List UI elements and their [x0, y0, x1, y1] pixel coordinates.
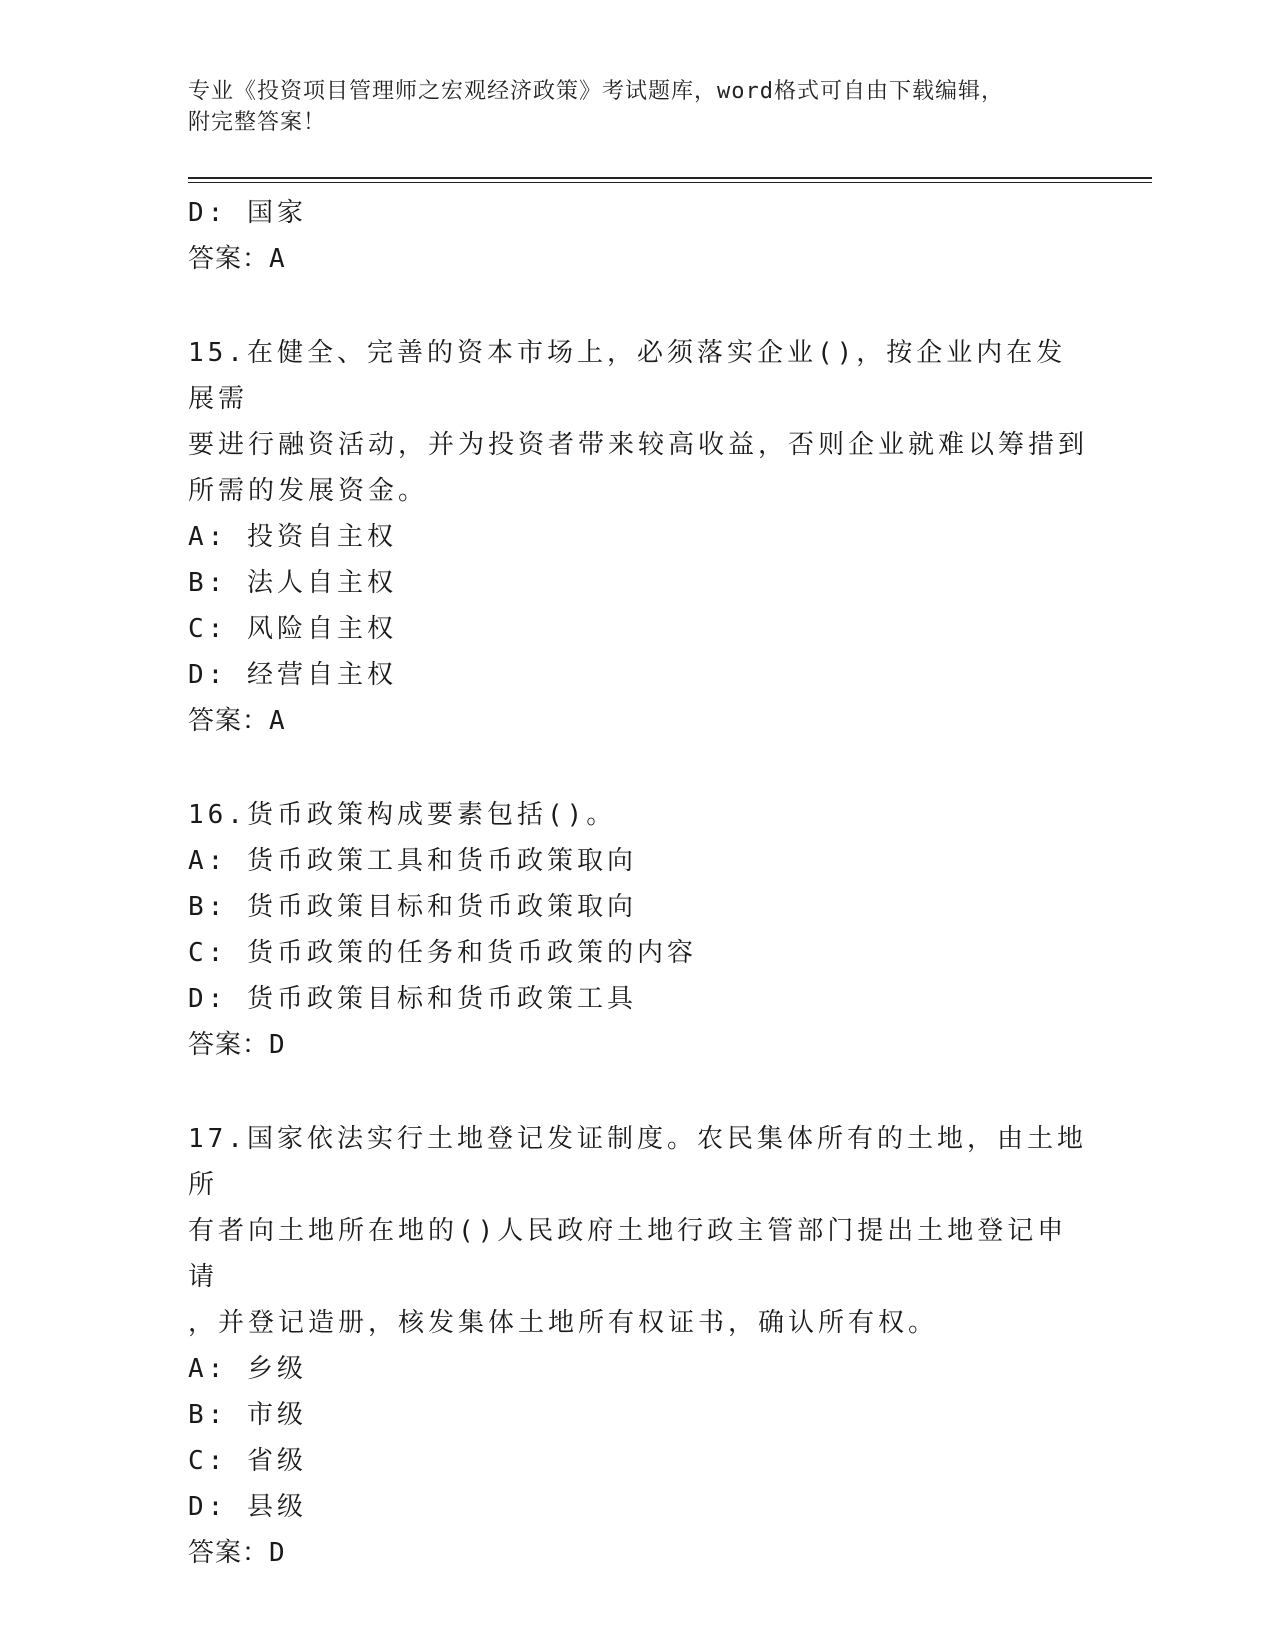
answer-value: A [269, 706, 286, 736]
option-b: B: 市级 [188, 1400, 307, 1430]
question-16 [188, 792, 1088, 1068]
question-17 [188, 1116, 1088, 1576]
option-a: A: 乡级 [188, 1354, 307, 1384]
option-d: D: 国家 [188, 198, 307, 228]
option-d: D: 县级 [188, 1492, 307, 1522]
answer-value: D [269, 1030, 286, 1060]
page-header [188, 76, 1068, 138]
option-d: D: 货币政策目标和货币政策工具 [188, 984, 637, 1014]
option-d: D: 经营自主权 [188, 660, 397, 690]
question-stem-line: 要进行融资活动，并为投资者带来较高收益，否则企业就难以筹措到 [188, 430, 1089, 460]
previous-question-tail [188, 190, 1088, 282]
question-stem-line: 有者向土地所在地的()人民政府土地行政主管部门提出土地登记申请 [188, 1216, 1068, 1292]
answer-value: A [269, 244, 286, 274]
answer-label: 答案： [188, 1030, 270, 1060]
answer-line [188, 236, 1088, 282]
option-a: A: 投资自主权 [188, 522, 397, 552]
answer-value: D [269, 1538, 286, 1568]
question-stem-line: 15.在健全、完善的资本市场上，必须落实企业()，按企业内在发展需 [188, 338, 1067, 414]
answer-label: 答案： [188, 706, 270, 736]
option-b: B: 法人自主权 [188, 568, 397, 598]
question-stem-line: 16.货币政策构成要素包括()。 [188, 800, 617, 830]
option-c: C: 货币政策的任务和货币政策的内容 [188, 938, 697, 968]
question-15 [188, 330, 1088, 744]
answer-label: 答案： [188, 244, 270, 274]
document-body [188, 190, 1088, 1624]
question-stem-line: 所需的发展资金。 [188, 476, 429, 506]
question-stem-line: ，并登记造册，核发集体土地所有权证书，确认所有权。 [188, 1308, 939, 1338]
answer-label: 答案： [188, 1538, 270, 1568]
header-line-1: 专业《投资项目管理师之宏观经济政策》考试题库，word格式可自由下载编辑， [188, 79, 1004, 104]
answer-line [188, 1530, 1088, 1576]
option-c: C: 风险自主权 [188, 614, 397, 644]
question-stem-line: 17.国家依法实行土地登记发证制度。农民集体所有的土地，由土地所 [188, 1124, 1087, 1200]
header-divider-thin [188, 182, 1152, 183]
header-divider-thick [188, 177, 1152, 179]
answer-line [188, 698, 1088, 744]
answer-line [188, 1022, 1088, 1068]
option-c: C: 省级 [188, 1446, 307, 1476]
option-a: A: 货币政策工具和货币政策取向 [188, 846, 637, 876]
header-line-2: 附完整答案！ [188, 110, 327, 135]
option-b: B: 货币政策目标和货币政策取向 [188, 892, 637, 922]
